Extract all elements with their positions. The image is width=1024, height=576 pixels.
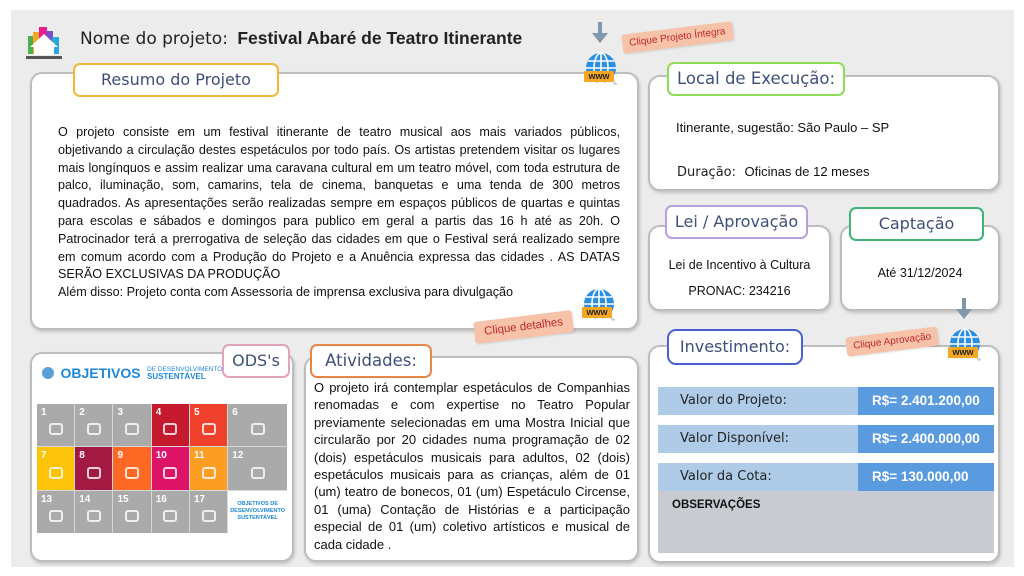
arrow-down-icon [592, 22, 608, 44]
ods-goal-tile [75, 447, 112, 489]
valor-projeto-value: R$= 2.401.200,00 [858, 387, 994, 415]
ods-goal-number: 11 [193, 450, 205, 462]
un-emblem-icon [42, 367, 54, 379]
observacoes-label: OBSERVAÇÕES [672, 499, 761, 511]
ods-banner-main: OBJETIVOS [60, 364, 141, 381]
ods-goal-icon [49, 423, 63, 435]
ods-goal-tile [190, 447, 227, 489]
www-label: www [948, 347, 978, 358]
captacao-deadline: Até 31/12/2024 [877, 266, 963, 280]
lei-law: Lei de Incentivo à Cultura [668, 258, 811, 272]
local-title: Local de Execução: [667, 62, 845, 96]
ods-goal-tile [37, 404, 74, 446]
investimento-row [658, 463, 994, 491]
globe-www-link-detalhes[interactable] [580, 286, 618, 324]
valor-disponivel-value: R$= 2.400.000,00 [858, 425, 994, 453]
resumo-extra: Além disso: Projeto conta com Assessoria de imprensa exclusiva para divulgação [58, 285, 513, 300]
ods-goal-icon [87, 423, 101, 435]
ods-goal-tile [152, 447, 189, 489]
clique-aprovacao-button[interactable]: Clique Aprovação [845, 326, 939, 356]
ods-goal-icon [49, 467, 63, 479]
ods-goal-tile [37, 447, 74, 489]
ods-goal-number: 10 [155, 450, 167, 462]
ods-goal-icon [251, 467, 265, 479]
ods-logo-tile: OBJETIVOS DE DESENVOLVIMENTO SUSTENTÁVEL [228, 491, 287, 533]
ods-goal-tile [228, 447, 287, 489]
local-location: Itinerante, sugestão: São Paulo – SP [676, 120, 890, 135]
investimento-title: Investimento: [667, 329, 803, 365]
clique-detalhes-button[interactable]: Clique detalhes [473, 310, 574, 344]
ods-goal-tile [190, 404, 227, 446]
ods-goal-icon [125, 510, 139, 522]
ods-goal-tile [75, 491, 112, 533]
ods-goal-number: 6 [232, 407, 238, 418]
globe-icon [580, 286, 618, 324]
ods-goal-icon [202, 467, 216, 479]
valor-cota-label: Valor da Cota: [658, 463, 858, 491]
atividades-title: Atividades: [310, 344, 432, 378]
investimento-card [648, 345, 1000, 563]
ods-banner [42, 364, 222, 382]
ods-goal-tile [190, 491, 227, 533]
ods-goal-number: 15 [117, 493, 129, 505]
ods-goal-icon [87, 467, 101, 479]
project-name-label: Nome do projeto: [80, 29, 228, 49]
www-label: www [584, 71, 614, 82]
ods-goal-number: 14 [79, 493, 91, 505]
ods-goal-icon [125, 423, 139, 435]
ods-goal-tile [75, 404, 112, 446]
ods-goal-number: 8 [79, 450, 85, 462]
ods-banner-sub1: DE DESENVOLVIMENTO [147, 365, 223, 373]
ods-goal-number: 13 [41, 493, 53, 505]
lei-title: Lei / Aprovação [665, 205, 808, 239]
project-header [80, 28, 522, 49]
ods-goal-tile [152, 491, 189, 533]
clique-projeto-integra-button[interactable]: Clique Projeto Íntegra [621, 21, 733, 53]
ods-banner-sub2: SUSTENTÁVEL [147, 371, 206, 381]
ods-title: ODS's [222, 344, 290, 378]
globe-icon [946, 326, 984, 364]
ods-goal-icon [202, 423, 216, 435]
ods-goal-icon [202, 510, 216, 522]
ods-goal-number: 2 [79, 407, 85, 418]
investimento-row [658, 387, 994, 415]
logo [24, 24, 64, 64]
ods-card [30, 352, 294, 562]
arrow-down-icon [956, 298, 972, 320]
valor-cota-value: R$= 130.000,00 [858, 463, 994, 491]
duration-label: Duração: [677, 165, 737, 180]
ods-goal-icon [125, 467, 139, 479]
valor-disponivel-label: Valor Disponível: [658, 425, 858, 453]
investimento-row [658, 425, 994, 453]
ods-goal-icon [163, 510, 177, 522]
duration-value: Oficinas de 12 meses [744, 164, 870, 179]
globe-icon [582, 50, 620, 88]
captacao-title: Captação [849, 207, 984, 241]
ods-goal-number: 9 [117, 450, 124, 462]
atividades-text: O projeto irá contemplar espetáculos de Companhias renomadas e com expertise no Teatro Popular previamente selecionadas em uma Mostra Inicial que circularão por 20 cidades numa programação de 02 (dois) espetáculos musicais para adultos, 02 (dois) espetáculos musicais para as crianças, além de 01 (um) teatro de bonecos, 01 (um) Espetáculo Circense, 01 (uma) Contação de Histórias e a participação especial de 01 (um) coletivo artísticos e musical de cada cidade . [314, 380, 630, 552]
resumo-paragraph: O projeto consiste em um festival itinerante de teatro musical aos mais variados públicos, objetivando a circulação destes espetáculos por todo país. Os artistas pretendem visitar os lugares mais longínquos e assim realizar uma caravana cultural em um teatro móvel, com toda estrutura de palco, iluminação, som, camarins, tela de cinema, banquetas e uma tenda de 300 metros quadrados. As apresentações serão realizadas sempre em espaços públicos de quartas e quintas para escolas e sábados e domingos para publico em geral a partis das 16 h até as 20h. O Patrocinador terá a prerrogativa de seleção das cidades em que o Festival será realizado sempre em comum acordo com a Produção do Projeto e a Anuência expressa das cidades . AS DATAS SERÃO EXCLUSIVAS DA PRODUÇÃO [58, 125, 620, 282]
www-label: www [582, 307, 612, 318]
ods-goal-tile [37, 491, 74, 533]
lei-pronac: PRONAC: 234216 [688, 284, 791, 298]
valor-projeto-label: Valor do Projeto: [658, 387, 858, 415]
ods-puzzle-grid [37, 404, 287, 533]
resumo-card [30, 72, 639, 330]
observacoes-box [658, 491, 994, 553]
ods-goal-number: 17 [193, 493, 206, 505]
ods-goal-icon [163, 467, 177, 479]
ods-goal-number: 7 [41, 450, 47, 462]
ods-goal-icon [251, 423, 265, 435]
ods-goal-tile [113, 404, 150, 446]
ods-goal-tile [113, 447, 150, 489]
ods-goal-tile [113, 491, 150, 533]
ods-goal-number: 4 [155, 407, 162, 418]
globe-www-link-projeto[interactable] [582, 50, 620, 88]
ods-goal-tile [228, 404, 287, 446]
atividades-card [304, 356, 639, 562]
ods-goal-tile [152, 404, 189, 446]
project-name: Festival Abaré de Teatro Itinerante [237, 28, 523, 48]
local-duration [677, 163, 869, 181]
resumo-text [58, 124, 620, 302]
ods-goal-icon [87, 510, 101, 522]
ods-goal-number: 16 [155, 493, 167, 505]
globe-www-link-aprovacao[interactable] [946, 326, 984, 364]
ods-goal-number: 3 [117, 407, 124, 418]
ods-goal-number: 1 [41, 407, 47, 418]
ods-goal-icon [163, 423, 177, 435]
ods-goal-icon [49, 510, 63, 522]
ods-goal-number: 5 [193, 407, 200, 418]
ods-goal-number: 12 [232, 450, 244, 462]
resumo-title: Resumo do Projeto [73, 63, 279, 97]
